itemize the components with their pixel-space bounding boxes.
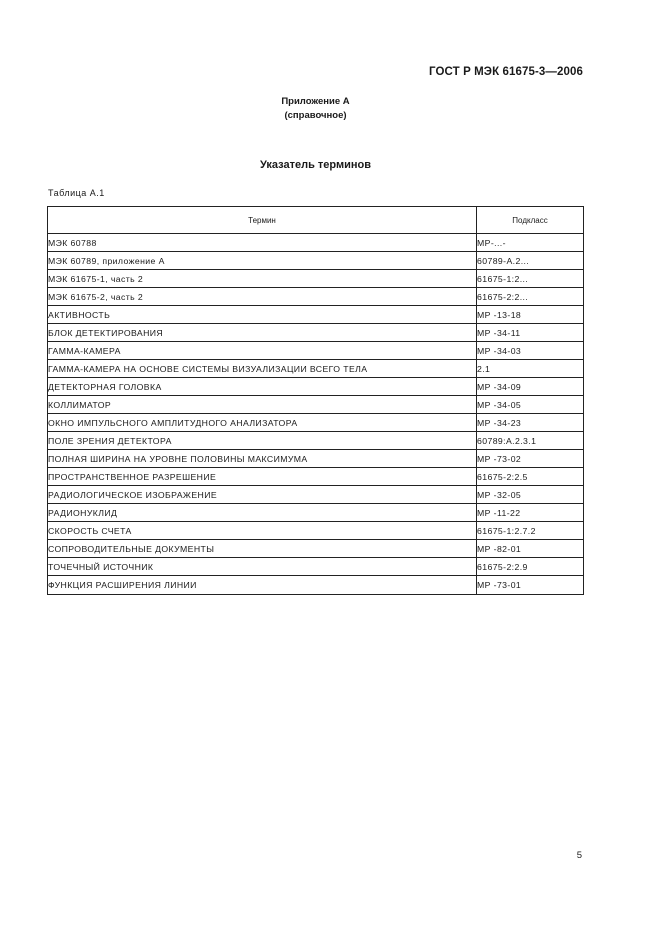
table-row xyxy=(48,576,584,595)
page-number: 5 xyxy=(576,850,582,861)
section-title: Указатель терминов xyxy=(259,159,372,171)
table-row xyxy=(48,396,584,414)
document-code: ГОСТ Р МЭК 61675-3—2006 xyxy=(429,66,583,78)
table-row xyxy=(48,234,584,252)
table-row xyxy=(48,540,584,558)
term-cell: РАДИОЛОГИЧЕСКОЕ ИЗОБРАЖЕНИЕ xyxy=(48,486,477,504)
subclass-cell: 61675-1:2.7.2 xyxy=(477,522,584,540)
subclass-cell: МР -34-03 xyxy=(477,342,584,360)
term-cell: АКТИВНОСТЬ xyxy=(48,306,477,324)
table-row xyxy=(48,342,584,360)
subclass-cell: МР -32-05 xyxy=(477,486,584,504)
appendix-heading xyxy=(0,95,631,123)
term-cell: БЛОК ДЕТЕКТИРОВАНИЯ xyxy=(48,324,477,342)
terms-table-body xyxy=(48,234,584,595)
subclass-cell: МР -11-22 xyxy=(477,504,584,522)
term-cell: ФУНКЦИЯ РАСШИРЕНИЯ ЛИНИИ xyxy=(48,576,477,595)
term-cell: ОКНО ИМПУЛЬСНОГО АМПЛИТУДНОГО АНАЛИЗАТОРА xyxy=(48,414,477,432)
subclass-cell: 61675-2:2.9 xyxy=(477,558,584,576)
term-cell: КОЛЛИМАТОР xyxy=(48,396,477,414)
table-row xyxy=(48,270,584,288)
table-row xyxy=(48,360,584,378)
table-row xyxy=(48,306,584,324)
subclass-cell: МР-...- xyxy=(477,234,584,252)
column-header-subclass: Подкласс xyxy=(477,207,584,234)
table-row xyxy=(48,558,584,576)
table-row xyxy=(48,414,584,432)
subclass-cell: 61675-2:2.5 xyxy=(477,468,584,486)
table-row xyxy=(48,432,584,450)
subclass-cell: МР -13-18 xyxy=(477,306,584,324)
table-row xyxy=(48,504,584,522)
terms-table xyxy=(47,206,584,595)
table-row xyxy=(48,252,584,270)
subclass-cell: МР -34-09 xyxy=(477,378,584,396)
term-cell: ПОЛЕ ЗРЕНИЯ ДЕТЕКТОРА xyxy=(48,432,477,450)
table-row xyxy=(48,324,584,342)
table-row xyxy=(48,468,584,486)
term-cell: РАДИОНУКЛИД xyxy=(48,504,477,522)
subclass-cell: МР -34-11 xyxy=(477,324,584,342)
subclass-cell: МР -34-05 xyxy=(477,396,584,414)
appendix-title: Приложение А xyxy=(281,96,350,107)
term-cell: ГАММА-КАМЕРА НА ОСНОВЕ СИСТЕМЫ ВИЗУАЛИЗАЦИИ ВСЕГО ТЕЛА xyxy=(48,360,477,378)
term-cell: ТОЧЕЧНЫЙ ИСТОЧНИК xyxy=(48,558,477,576)
subclass-cell: 2.1 xyxy=(477,360,584,378)
subclass-cell: МР -82-01 xyxy=(477,540,584,558)
subclass-cell: МР -73-01 xyxy=(477,576,584,595)
table-label: Таблица А.1 xyxy=(48,188,105,198)
term-cell: МЭК 61675-1, часть 2 xyxy=(48,270,477,288)
term-cell: ПРОСТРАНСТВЕННОЕ РАЗРЕШЕНИЕ xyxy=(48,468,477,486)
term-cell: МЭК 60788 xyxy=(48,234,477,252)
term-cell: МЭК 60789, приложение А xyxy=(48,252,477,270)
table-header-row xyxy=(48,207,584,234)
column-header-term: Термин xyxy=(48,207,477,234)
subclass-cell: 60789:А.2.3.1 xyxy=(477,432,584,450)
subclass-cell: МР -73-02 xyxy=(477,450,584,468)
term-cell: СОПРОВОДИТЕЛЬНЫЕ ДОКУМЕНТЫ xyxy=(48,540,477,558)
subclass-cell: 61675-2:2... xyxy=(477,288,584,306)
appendix-subtitle: (справочное) xyxy=(284,110,347,121)
table-row xyxy=(48,522,584,540)
term-cell: ПОЛНАЯ ШИРИНА НА УРОВНЕ ПОЛОВИНЫ МАКСИМУМА xyxy=(48,450,477,468)
table-row xyxy=(48,288,584,306)
subclass-cell: 60789-А.2... xyxy=(477,252,584,270)
term-cell: МЭК 61675-2, часть 2 xyxy=(48,288,477,306)
subclass-cell: 61675-1:2... xyxy=(477,270,584,288)
table-row xyxy=(48,378,584,396)
term-cell: ГАММА-КАМЕРА xyxy=(48,342,477,360)
table-row xyxy=(48,486,584,504)
table-row xyxy=(48,450,584,468)
term-cell: СКОРОСТЬ СЧЕТА xyxy=(48,522,477,540)
subclass-cell: МР -34-23 xyxy=(477,414,584,432)
term-cell: ДЕТЕКТОРНАЯ ГОЛОВКА xyxy=(48,378,477,396)
